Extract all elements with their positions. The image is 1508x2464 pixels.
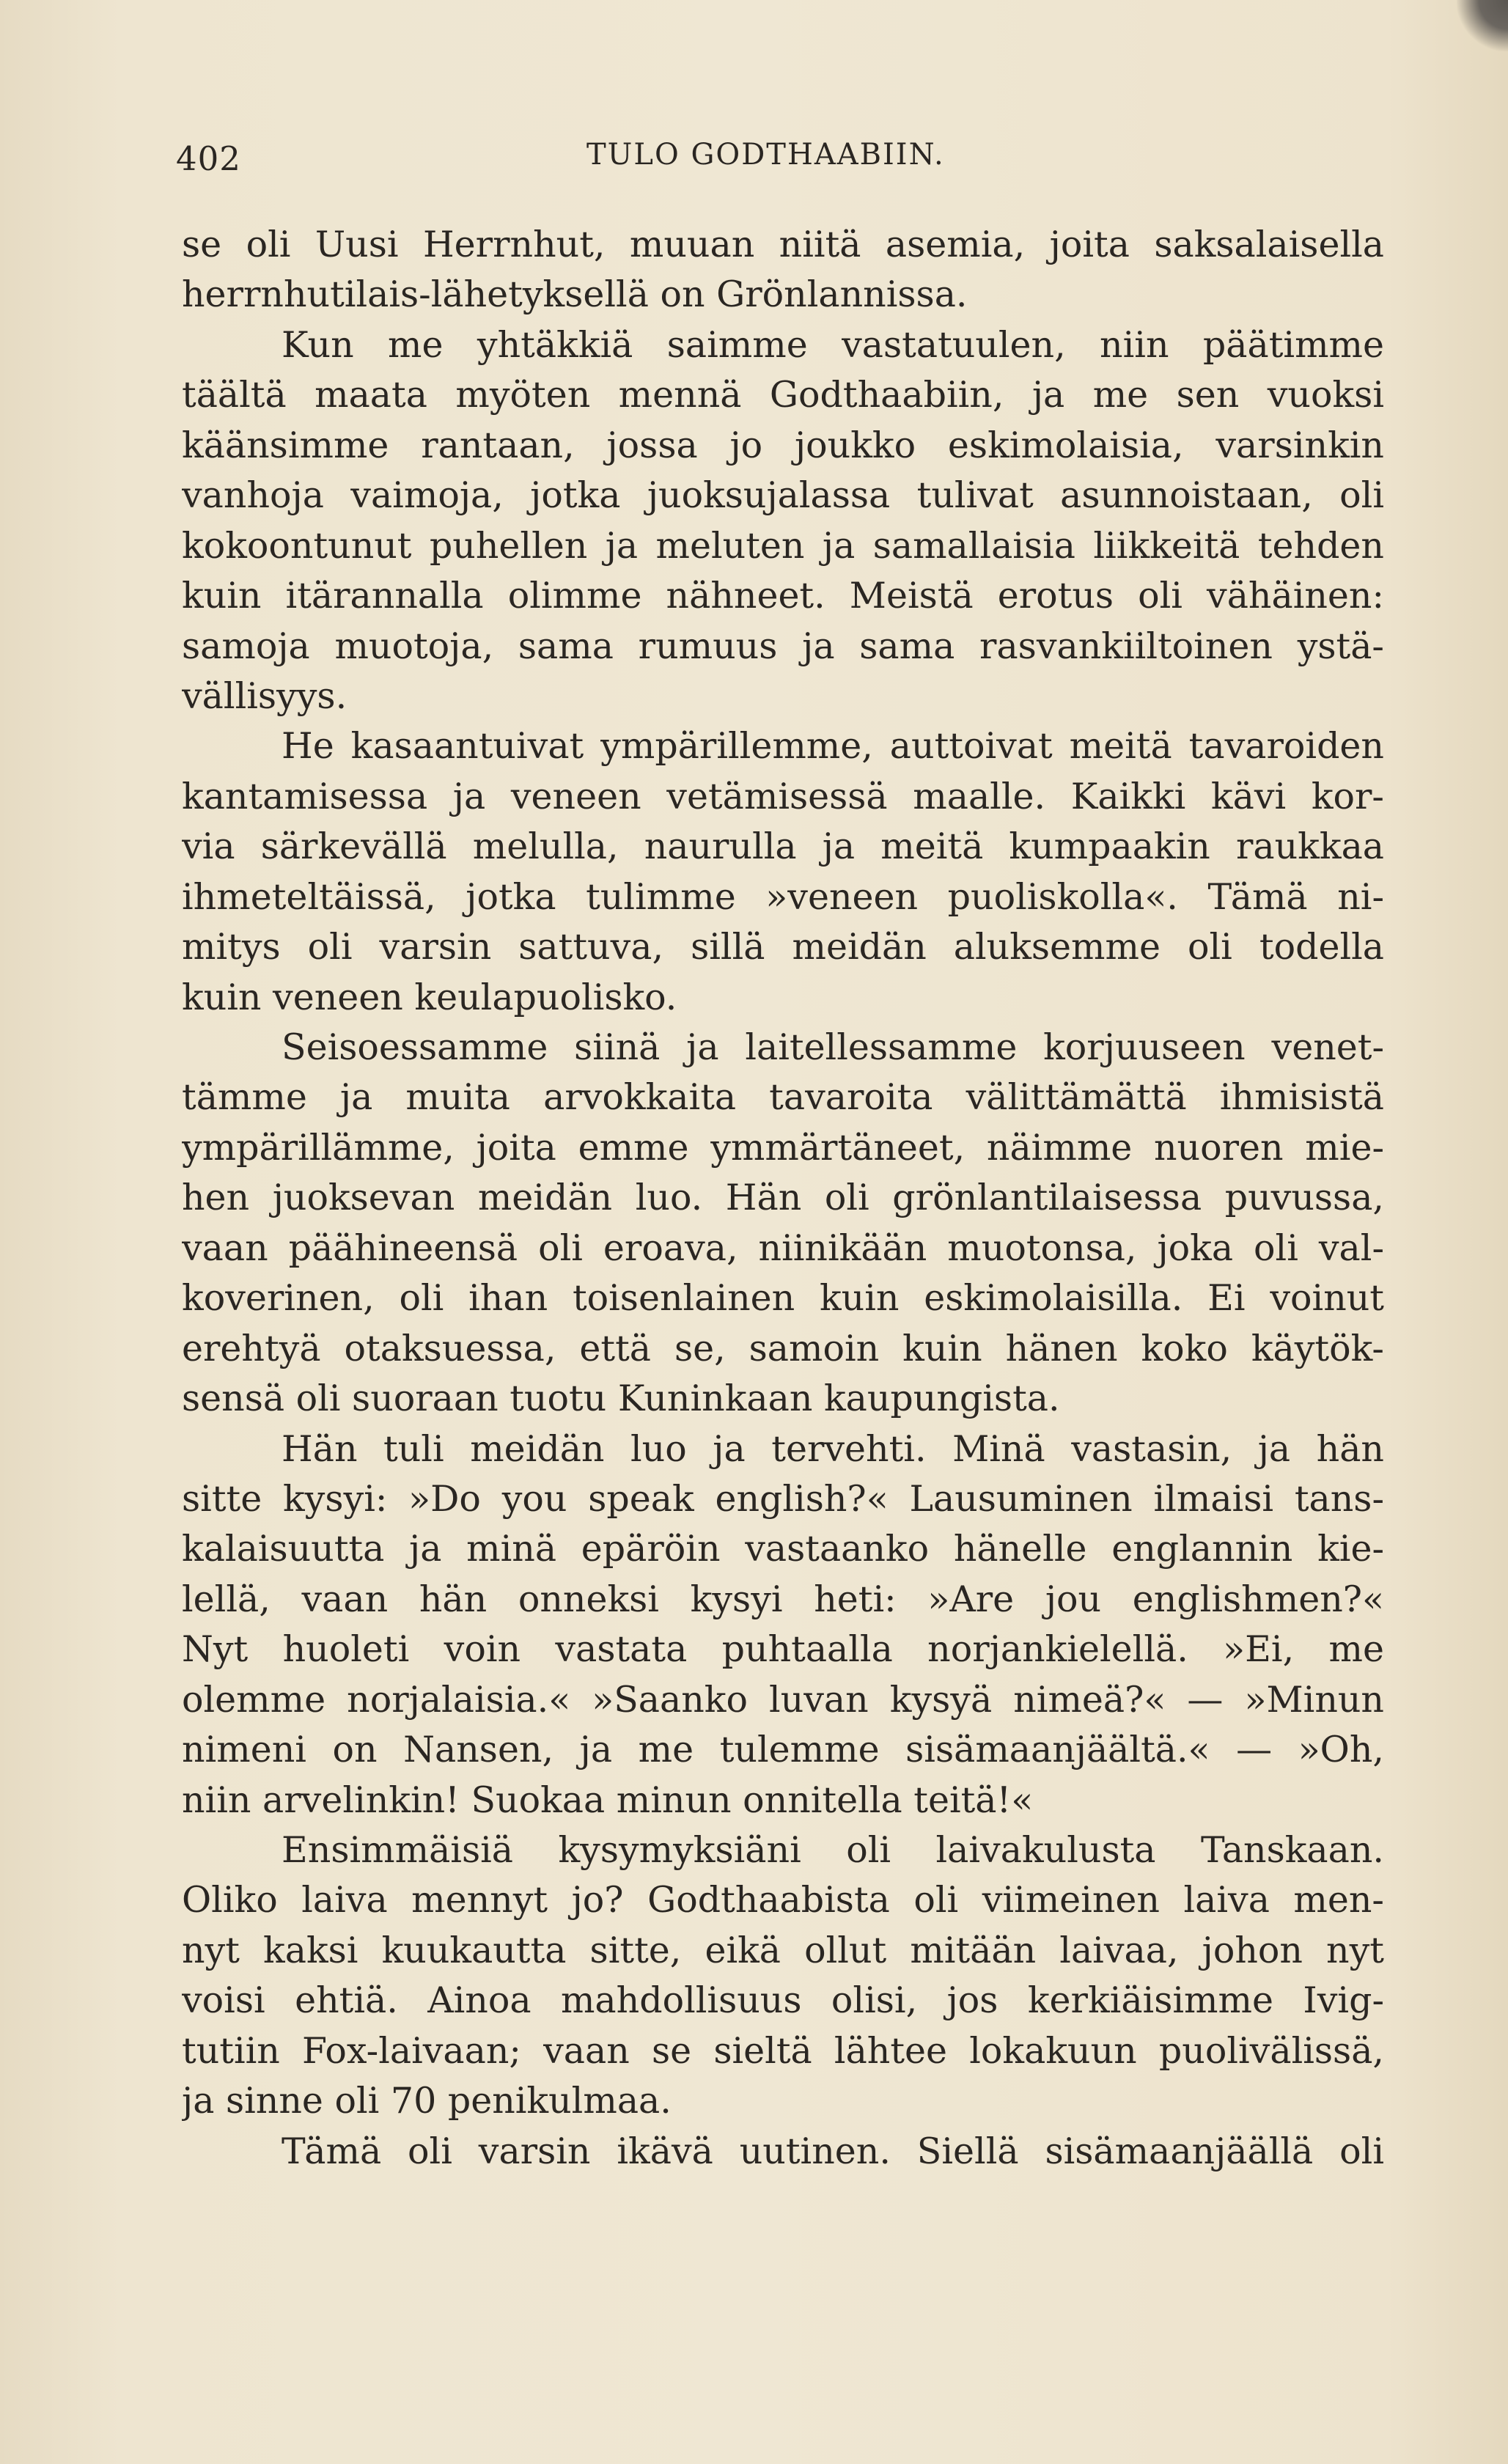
text-line: sitte kysyi: »Do you speak english?« Lausuminen ilmaisi tans- bbox=[182, 1477, 1384, 1520]
text-line: erehtyä otaksuessa, että se, samoin kuin hänen koko käytök- bbox=[182, 1327, 1384, 1369]
text-line: kantamisessa ja veneen vetämisessä maalle. Kaikki kävi kor- bbox=[182, 775, 1384, 817]
text-line: Oliko laiva mennyt jo? Godthaabista oli viimeinen laiva men- bbox=[182, 1879, 1384, 1921]
text-line: voisi ehtiä. Ainoa mahdollisuus olisi, jos kerkiäisimme Ivig- bbox=[182, 1979, 1384, 2022]
text-line: vanhoja vaimoja, jotka juoksujalassa tulivat asunnoistaan, oli bbox=[182, 474, 1384, 517]
text-line: Nyt huoleti voin vastata puhtaalla norjankielellä. »Ei, me bbox=[182, 1628, 1384, 1671]
text-line: hen juoksevan meidän luo. Hän oli grönlantilaisessa puvussa, bbox=[182, 1177, 1384, 1219]
text-line: vaan päähineensä oli eroava, niinikään muotonsa, joka oli val- bbox=[182, 1227, 1384, 1269]
text-line: olemme norjalaisia.« »Saanko luvan kysyä nimeä?« — »Minun bbox=[182, 1678, 1384, 1721]
running-head: TULO GODTHAABIIN. bbox=[586, 138, 945, 172]
page-corner-shadow bbox=[1457, 0, 1508, 51]
text-line: ympärillämme, joita emme ymmärtäneet, näimme nuoren mie- bbox=[182, 1126, 1384, 1169]
text-line: tämme ja muita arvokkaita tavaroita välittämättä ihmisistä bbox=[182, 1076, 1384, 1119]
text-line: sensä oli suoraan tuotu Kuninkaan kaupungista. bbox=[182, 1378, 1060, 1420]
text-line: nimeni on Nansen, ja me tulemme sisämaanjäältä.« — »Oh, bbox=[182, 1729, 1384, 1771]
page-number: 402 bbox=[176, 139, 241, 178]
text-line: He kasaantuivat ympärillemme, auttoivat meitä tavaroiden bbox=[282, 725, 1384, 768]
text-line: täältä maata myöten mennä Godthaabiin, ja me sen vuoksi bbox=[182, 374, 1384, 416]
text-line: nyt kaksi kuukautta sitte, eikä ollut mitään laivaa, johon nyt bbox=[182, 1929, 1384, 1971]
text-line: kalaisuutta ja minä epäröin vastaanko hänelle englannin kie- bbox=[182, 1528, 1384, 1570]
text-line: kuin veneen keulapuolisko. bbox=[182, 976, 677, 1018]
text-line: käänsimme rantaan, jossa jo joukko eskimolaisia, varsinkin bbox=[182, 424, 1384, 466]
text-line: Kun me yhtäkkiä saimme vastatuulen, niin päätimme bbox=[282, 323, 1384, 366]
page-header bbox=[176, 130, 1384, 182]
text-line: kokoontunut puhellen ja meluten ja samallaisia liikkeitä tehden bbox=[182, 524, 1384, 567]
text-line: Hän tuli meidän luo ja tervehti. Minä vastasin, ja hän bbox=[282, 1427, 1384, 1470]
text-line: lellä, vaan hän onneksi kysyi heti: »Are jou englishmen?« bbox=[182, 1578, 1384, 1620]
text-line: herrnhutilais-lähetyksellä on Grönlannissa. bbox=[182, 273, 968, 316]
text-line: koverinen, oli ihan toisenlainen kuin eskimolaisilla. Ei voinut bbox=[182, 1277, 1384, 1320]
body-text bbox=[182, 220, 1384, 2177]
text-line: via särkevällä melulla, naurulla ja meitä kumpaakin raukkaa bbox=[182, 825, 1384, 868]
text-line: Tämä oli varsin ikävä uutinen. Siellä sisämaanjäällä oli bbox=[282, 2130, 1384, 2172]
text-line: kuin itärannalla olimme nähneet. Meistä erotus oli vähäinen: bbox=[182, 575, 1384, 617]
text-line: mitys oli varsin sattuva, sillä meidän aluksemme oli todella bbox=[182, 926, 1384, 968]
text-line: Ensimmäisiä kysymyksiäni oli laivakulusta Tanskaan. bbox=[282, 1829, 1384, 1871]
text-line: se oli Uusi Herrnhut, muuan niitä asemia, joita saksalaisella bbox=[182, 224, 1384, 265]
text-line: vällisyys. bbox=[182, 674, 347, 717]
text-line: ja sinne oli 70 penikulmaa. bbox=[182, 2080, 672, 2122]
text-line: ihmeteltäissä, jotka tulimme »veneen puoliskolla«. Tämä ni- bbox=[182, 875, 1384, 918]
text-line: niin arvelinkin! Suokaa minun onnitella teitä!« bbox=[182, 1779, 1034, 1821]
text-line: Seisoessamme siinä ja laitellessamme korjuuseen venet- bbox=[282, 1026, 1384, 1068]
text-line: tutiin Fox-laivaan; vaan se sieltä lähtee lokakuun puolivälissä, bbox=[182, 2029, 1384, 2072]
text-line: samoja muotoja, sama rumuus ja sama rasvankiiltoinen ystä- bbox=[182, 625, 1384, 667]
